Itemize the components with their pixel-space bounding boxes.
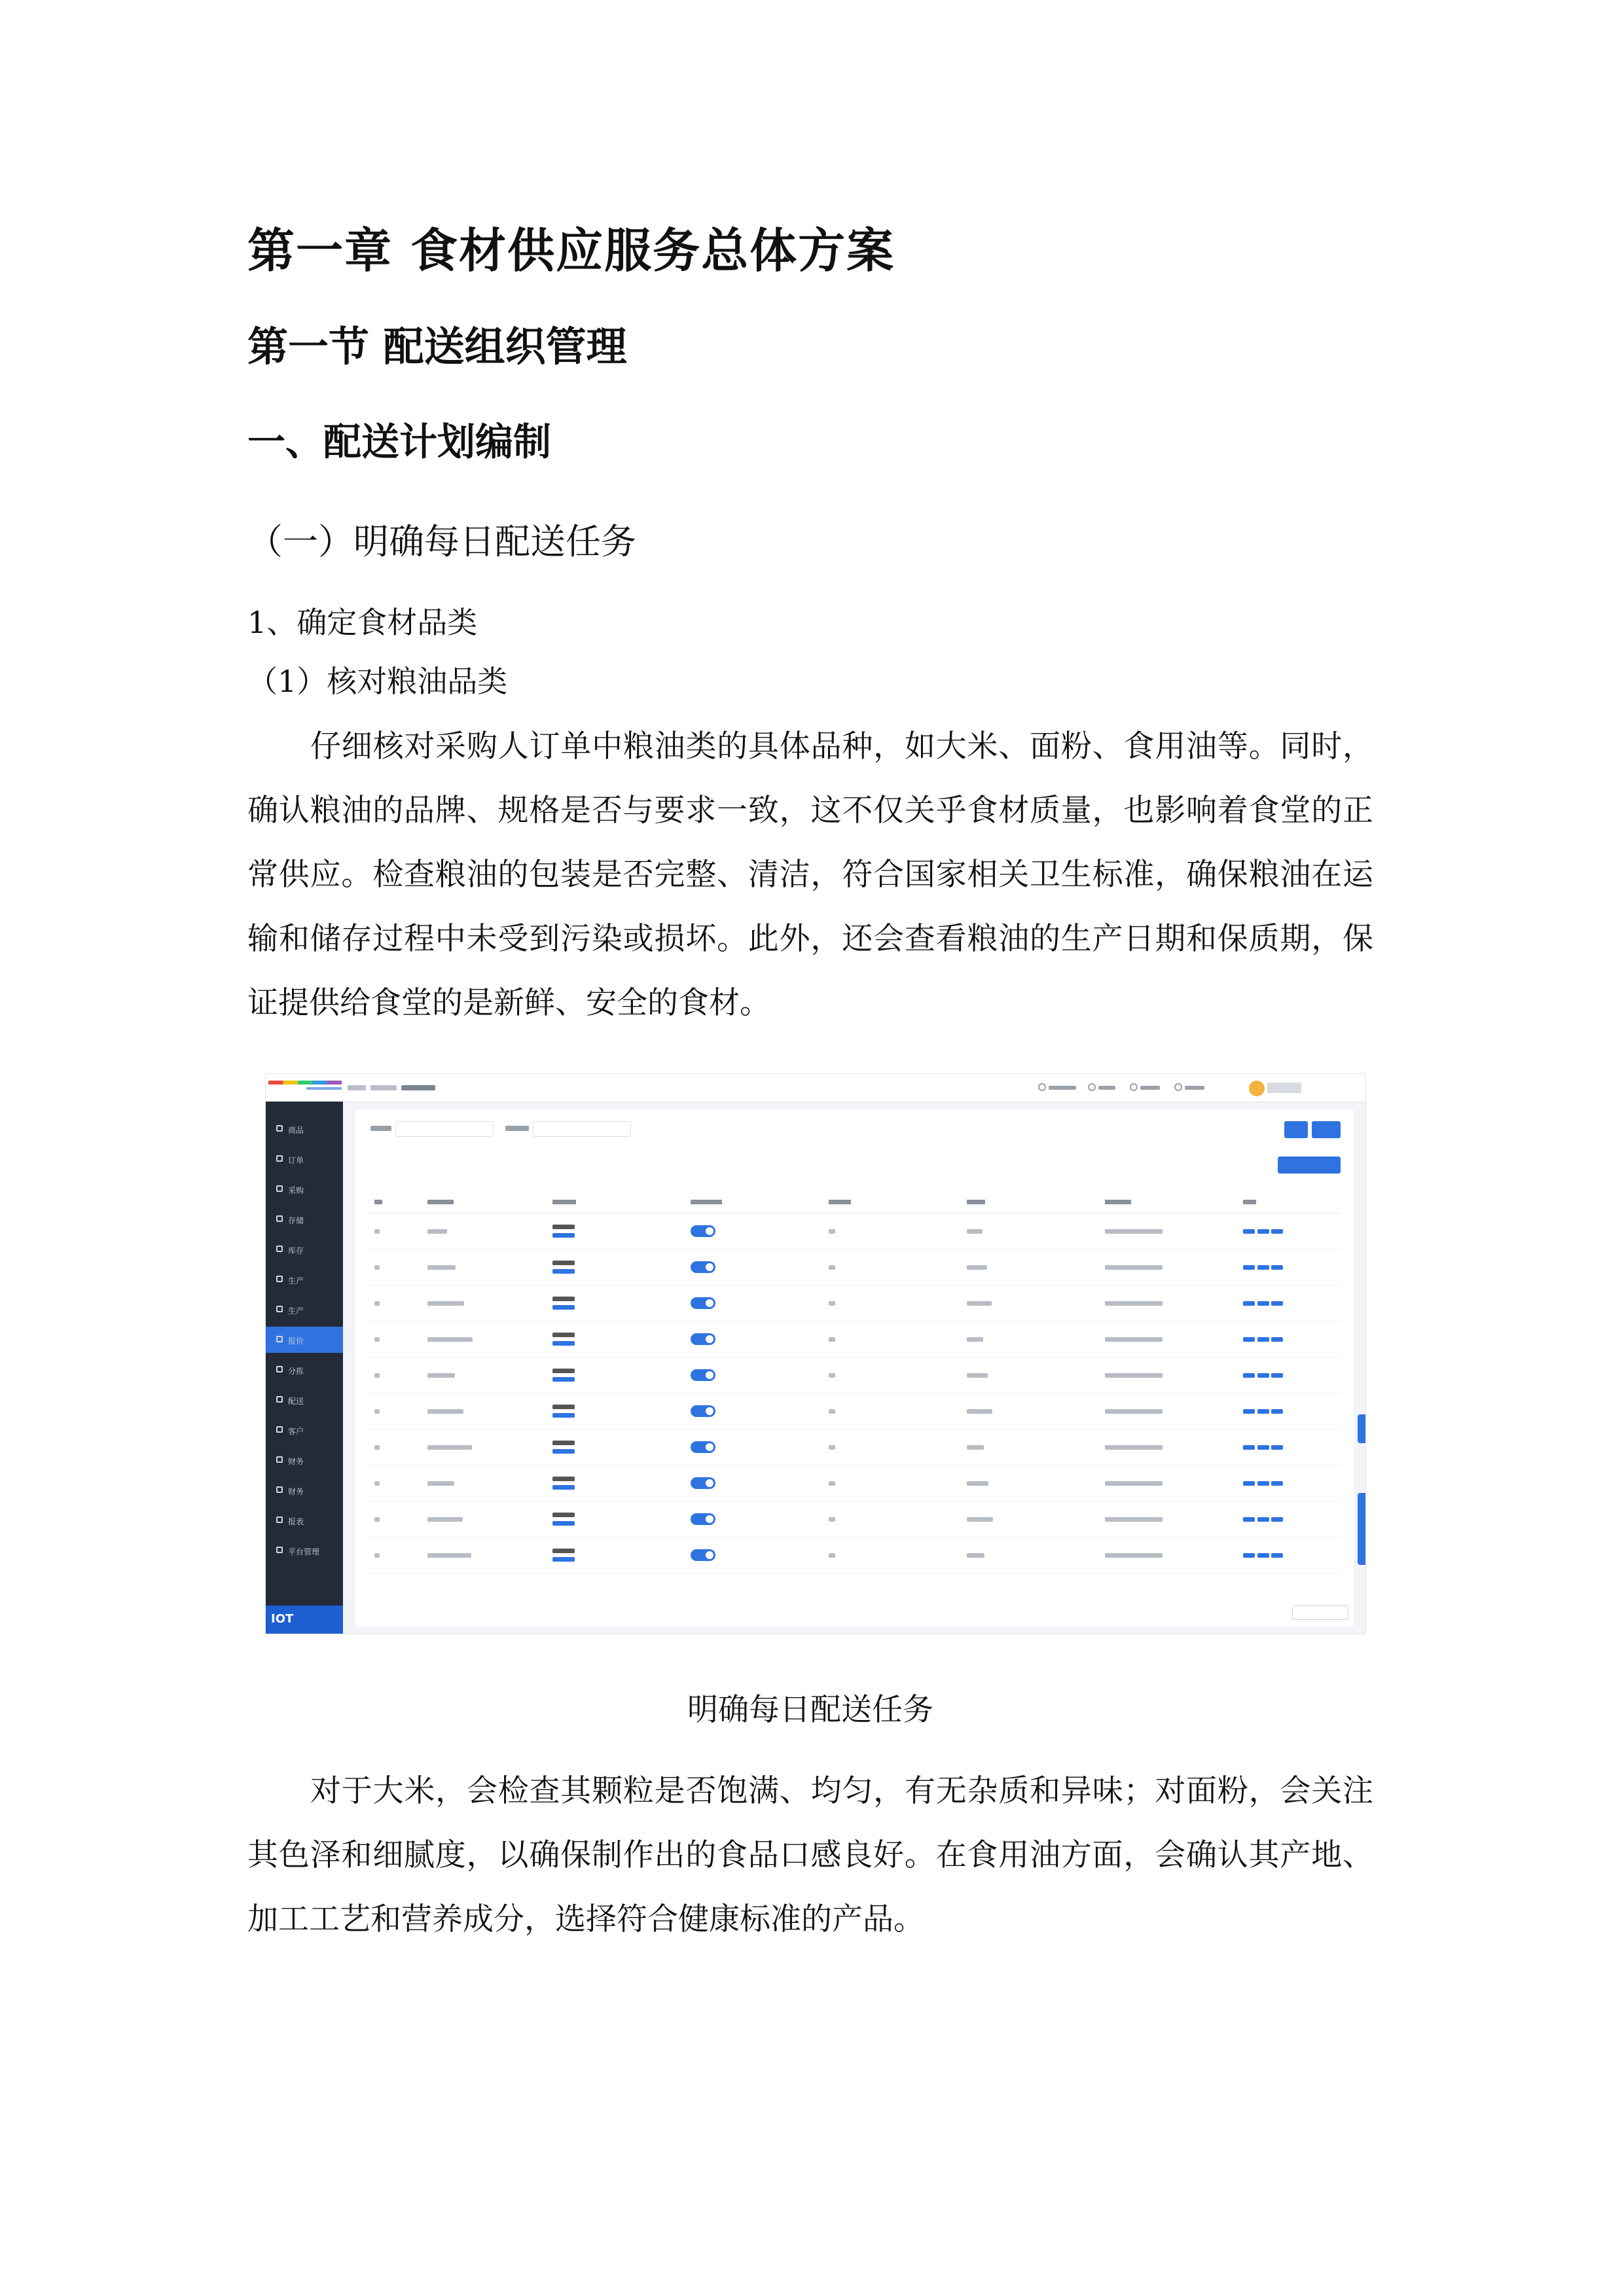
sidebar-item xyxy=(266,1176,343,1202)
search-button xyxy=(1312,1121,1341,1138)
sidebar-item xyxy=(266,1447,343,1473)
screenshot-sidebar xyxy=(266,1102,343,1634)
embedded-screenshot xyxy=(265,1073,1366,1634)
sidebar-item-label: 生产 xyxy=(288,1306,304,1316)
sidebar-item-label: 分拣 xyxy=(288,1367,304,1376)
status-toggle xyxy=(691,1333,715,1345)
top-menu-item xyxy=(1038,1083,1079,1092)
float-tab xyxy=(1358,1414,1365,1443)
section-heading: 第一节 配送组织管理 xyxy=(247,323,627,370)
add-button xyxy=(1278,1157,1341,1174)
status-toggle xyxy=(691,1513,715,1525)
screenshot-main xyxy=(355,1109,1354,1626)
sidebar-icon xyxy=(276,1486,283,1493)
help-icon xyxy=(1038,1083,1046,1091)
sidebar-item xyxy=(266,1297,343,1323)
sidebar-icon xyxy=(276,1215,283,1222)
status-toggle xyxy=(691,1261,715,1273)
sidebar-item xyxy=(266,1146,343,1172)
iot-badge xyxy=(266,1605,343,1634)
breadcrumb xyxy=(348,1085,366,1090)
sidebar-item xyxy=(266,1537,343,1564)
status-toggle xyxy=(691,1549,715,1561)
sidebar-icon xyxy=(276,1547,283,1553)
status-toggle xyxy=(691,1477,715,1489)
sidebar-item-label: 客户 xyxy=(288,1427,304,1436)
sidebar-item xyxy=(266,1236,343,1263)
sidebar-icon xyxy=(276,1456,283,1463)
sidebar-item xyxy=(266,1417,343,1443)
sidebar-icon xyxy=(276,1396,283,1403)
sidebar-item-label: 订单 xyxy=(288,1156,304,1165)
breadcrumb xyxy=(370,1085,397,1090)
bell-icon xyxy=(1088,1083,1096,1091)
iot-label: IOT xyxy=(271,1612,294,1626)
sub-item-heading-2: （1）核对粮油品类 xyxy=(247,664,508,699)
sub-item-heading-1: 1、确定食材品类 xyxy=(247,605,478,640)
item-heading: （一）明确每日配送任务 xyxy=(247,521,636,562)
status-toggle xyxy=(691,1225,715,1237)
sidebar-item xyxy=(266,1477,343,1503)
table-row xyxy=(368,1429,1341,1465)
sidebar-item-label: 配送 xyxy=(288,1397,304,1406)
sidebar-item-label: 平台管理 xyxy=(288,1547,320,1556)
sidebar-icon xyxy=(276,1125,283,1132)
status-toggle xyxy=(691,1405,715,1417)
table-header xyxy=(368,1191,1341,1213)
avatar xyxy=(1249,1081,1265,1096)
chapter-heading: 第一章 食材供应服务总体方案 xyxy=(247,223,895,278)
subsection-heading: 一、配送计划编制 xyxy=(247,420,552,464)
top-menu-item xyxy=(1130,1083,1164,1092)
sidebar-item xyxy=(266,1206,343,1232)
sidebar-item-label: 采购 xyxy=(288,1186,304,1195)
status-toggle xyxy=(691,1297,715,1309)
sidebar-item-label: 生产 xyxy=(288,1276,304,1285)
sidebar-item xyxy=(266,1116,343,1142)
table-row xyxy=(368,1321,1341,1357)
sidebar-item-label: 财务 xyxy=(288,1487,304,1496)
table-row xyxy=(368,1537,1341,1573)
sidebar-item-label: 库存 xyxy=(288,1246,304,1255)
top-menu-item xyxy=(1088,1083,1118,1092)
table-row xyxy=(368,1357,1341,1393)
pagination xyxy=(1292,1605,1348,1620)
table-row xyxy=(368,1213,1341,1249)
user-name-blurred xyxy=(1267,1083,1301,1093)
sidebar-item-label: 报价 xyxy=(288,1336,304,1346)
logo-subtitle xyxy=(306,1087,342,1090)
float-tab xyxy=(1358,1493,1365,1565)
reset-button xyxy=(1284,1121,1308,1138)
sidebar-icon xyxy=(276,1366,283,1372)
sidebar-item-label: 存储 xyxy=(288,1216,304,1225)
sidebar-item-label: 财务 xyxy=(288,1457,304,1466)
sidebar-icon xyxy=(276,1426,283,1433)
filter-input xyxy=(395,1121,494,1137)
table-row xyxy=(368,1285,1341,1321)
table-row xyxy=(368,1393,1341,1429)
sidebar-icon xyxy=(276,1306,283,1312)
sidebar-item xyxy=(266,1507,343,1534)
sidebar-icon xyxy=(276,1276,283,1282)
screenshot-topbar xyxy=(266,1074,1365,1102)
app-icon xyxy=(1130,1083,1138,1091)
sidebar-item xyxy=(266,1266,343,1293)
sidebar-item-label: 商品 xyxy=(288,1126,304,1135)
sidebar-icon xyxy=(276,1155,283,1162)
breadcrumb xyxy=(401,1085,435,1090)
sidebar-icon xyxy=(276,1185,283,1192)
top-menu-item xyxy=(1174,1083,1208,1092)
table-row xyxy=(368,1501,1341,1537)
settings-icon xyxy=(1174,1083,1182,1091)
status-toggle xyxy=(691,1441,715,1453)
sidebar-item xyxy=(266,1327,343,1353)
sidebar-icon xyxy=(276,1336,283,1342)
logo xyxy=(268,1081,342,1085)
filter-input xyxy=(533,1121,631,1137)
sidebar-icon xyxy=(276,1516,283,1523)
table-row xyxy=(368,1249,1341,1285)
paragraph-1: 仔细核对采购人订单中粮油类的具体品种，如大米、面粉、食用油等。同时，确认粮油的品牌、规格是否与要求一致，这不仅关乎食材质量，也影响着食堂的正常供应。检查粮油的包装是否完整、清洁，符合国家相关卫生标准，确保粮油在运输和储存过程中未受到污染或损坏。此外，还会查看粮油的生产日期和保质期，保证提供给食堂的是新鲜、安全的食材。 xyxy=(247,728,1373,1021)
sidebar-icon xyxy=(276,1246,283,1252)
filter-label xyxy=(370,1126,391,1131)
sidebar-item xyxy=(266,1357,343,1383)
figure-caption: 明确每日配送任务 xyxy=(687,1692,933,1728)
paragraph-2: 对于大米，会检查其颗粒是否饱满、均匀，有无杂质和异味；对面粉，会关注其色泽和细腻度，以确保制作出的食品口感良好。在食用油方面，会确认其产地、加工工艺和营养成分，选择符合健康标准的产品。 xyxy=(247,1773,1373,1937)
table-row xyxy=(368,1465,1341,1501)
data-table xyxy=(368,1191,1341,1573)
sidebar-item xyxy=(266,1387,343,1413)
status-toggle xyxy=(691,1369,715,1381)
filter-label xyxy=(505,1126,529,1131)
sidebar-item-label: 报表 xyxy=(288,1517,304,1526)
